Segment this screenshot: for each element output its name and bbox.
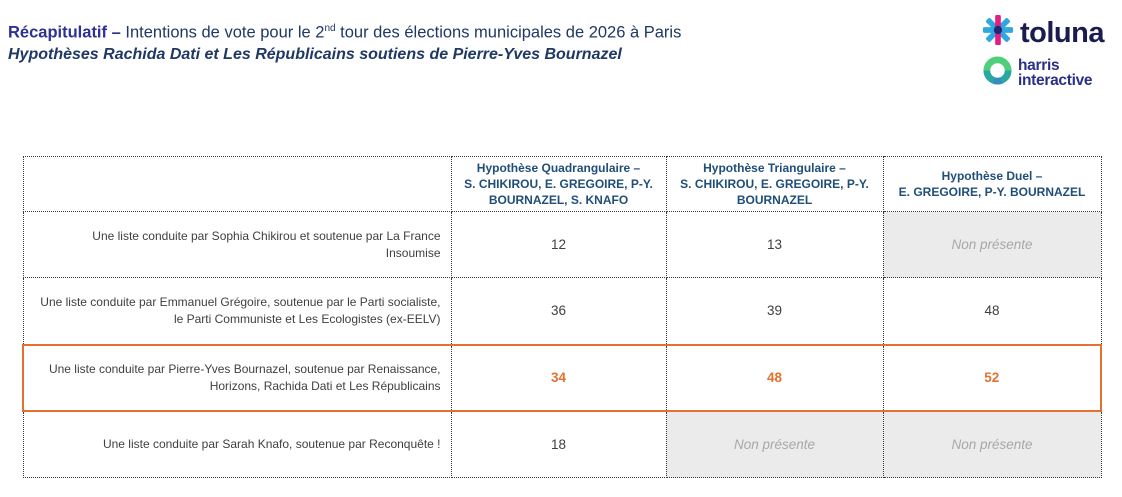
cell-value: 39 <box>666 278 883 345</box>
harris-wordmark <box>1018 58 1092 88</box>
table-row-chikirou <box>23 212 1101 278</box>
cell-absent: Non présente <box>883 411 1101 478</box>
column-header-quadrangulaire <box>451 157 666 212</box>
toluna-logo <box>982 14 1114 51</box>
title-main: Intentions de vote pour le 2 <box>125 23 325 42</box>
cell-value-highlight: 48 <box>666 345 883 411</box>
table-row-knafo <box>23 411 1101 478</box>
column-subtitle: E. GREGOIRE, P-Y. BOURNAZEL <box>898 185 1086 199</box>
column-title: Hypothèse Triangulaire – <box>703 161 846 175</box>
column-title: Hypothèse Duel – <box>941 169 1043 183</box>
table-row-bournazel-highlighted <box>23 345 1101 411</box>
cell-value-highlight: 52 <box>883 345 1101 411</box>
harris-line1: harris <box>1018 57 1060 74</box>
recap-table <box>22 156 1102 478</box>
column-header-triangulaire <box>666 157 883 212</box>
toluna-wordmark: toluna <box>1020 16 1104 49</box>
page-title <box>8 18 908 44</box>
column-subtitle: S. CHIKIROU, E. GREGOIRE, P-Y. BOURNAZEL <box>680 177 869 207</box>
cell-value: 12 <box>451 212 666 278</box>
cell-value: 18 <box>451 411 666 478</box>
row-label: Une liste conduite par Pierre-Yves Bournazel, soutenue par Renaissance, Horizons, Rachida Dati et Les Républicains <box>23 345 451 411</box>
logo-block <box>982 14 1114 91</box>
cell-value: 36 <box>451 278 666 345</box>
cell-absent: Non présente <box>666 411 883 478</box>
cell-value-highlight: 34 <box>451 345 666 411</box>
column-title: Hypothèse Quadrangulaire – <box>476 161 641 175</box>
table-corner-cell <box>23 157 451 212</box>
column-subtitle: S. CHIKIROU, E. GREGOIRE, P-Y. BOURNAZEL, S. KNAFO <box>464 177 653 207</box>
harris-ring-icon <box>982 55 1013 91</box>
toluna-star-icon <box>982 14 1014 51</box>
harris-line2: interactive <box>1018 72 1093 89</box>
cell-absent: Non présente <box>883 212 1101 278</box>
table-row-gregoire <box>23 278 1101 345</box>
title-superscript: nd <box>324 23 336 34</box>
page-subtitle: Hypothèses Rachida Dati et Les Républicains soutiens de Pierre-Yves Bournazel <box>8 45 622 63</box>
cell-value: 48 <box>883 278 1101 345</box>
cell-value: 13 <box>666 212 883 278</box>
column-header-duel <box>883 157 1101 212</box>
slide-title-block <box>8 18 908 66</box>
row-label: Une liste conduite par Sophia Chikirou et soutenue par La France Insoumise <box>23 212 451 278</box>
table-header-row <box>23 157 1101 212</box>
row-label: Une liste conduite par Emmanuel Grégoire, soutenue par le Parti socialiste, le Parti Communiste et Les Ecologistes (ex-EELV) <box>23 278 451 345</box>
title-accent: Récapitulatif – <box>8 23 126 42</box>
title-main-rest: tour des élections municipales de 2026 à Paris <box>335 23 682 42</box>
harris-interactive-logo <box>982 55 1114 91</box>
row-label: Une liste conduite par Sarah Knafo, soutenue par Reconquête ! <box>23 411 451 478</box>
